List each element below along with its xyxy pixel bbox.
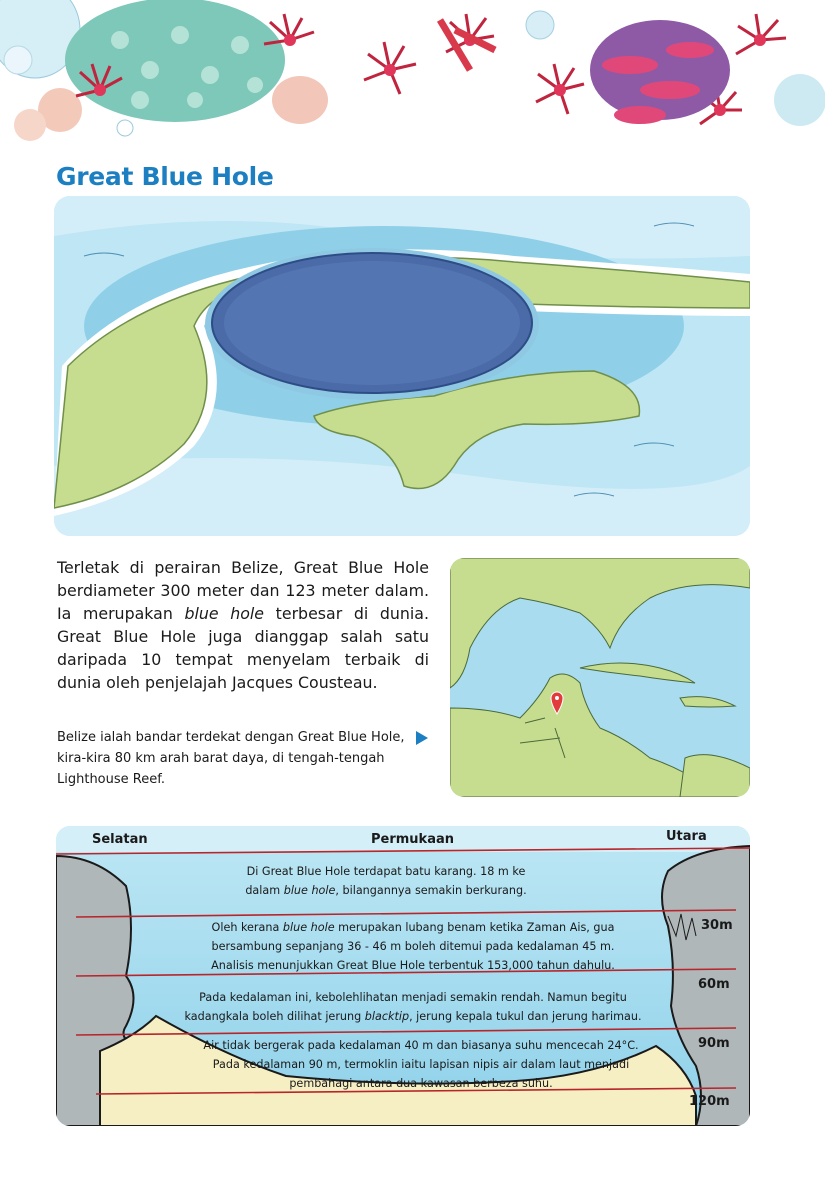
depth-note-2: Pada kedalaman ini, kebolehlihatan menjadi semakin rendah. Namun begitu kadangkala boleh dilihat jerung blacktip, jerung kepala tukul dan jerung harimau. [184, 991, 642, 1023]
location-map [450, 558, 750, 797]
north-label: Utara [666, 829, 707, 844]
depth-label-90m: 90m [698, 1036, 730, 1051]
depth-label-120m: 120m [689, 1094, 730, 1109]
coral-banner-illustration [0, 0, 825, 160]
map-caption: Belize ialah bandar terdekat dengan Great Blue Hole, kira-kira 80 km arah barat daya, di tengah-tengah Lighthouse Reef. [57, 730, 405, 787]
intro-paragraph: Terletak di perairan Belize, Great Blue Hole berdiameter 300 meter dan 123 meter dalam. Ia merupakan blue hole terbesar di dunia. Great Blue Hole juga dianggap salah satu daripada 10 tempat menyelam terbaik di dunia oleh penjelajah Jacques Cousteau. [57, 558, 430, 692]
depth-label-30m: 30m [701, 918, 733, 933]
great-blue-hole-aerial-illustration [54, 196, 750, 536]
depth-note-0: Di Great Blue Hole terdapat batu karang. 18 m ke dalam blue hole, bilangannya semakin berkurang. [245, 865, 527, 897]
cross-section-diagram [56, 826, 750, 1126]
caption-arrow-icon [416, 731, 428, 745]
depth-label-60m: 60m [698, 977, 730, 992]
page-title: Great Blue Hole [56, 162, 274, 191]
south-label: Selatan [92, 832, 148, 847]
surface-label: Permukaan [371, 832, 455, 847]
depth-note-3: Air tidak bergerak pada kedalaman 40 m dan biasanya suhu mencecah 24°C. Pada kedalaman 90 m, termoklin iaitu lapisan nipis air dalam laut menjadi pembahagi antara dua kawasan berbeza suhu. [203, 1039, 639, 1090]
depth-note-1: Oleh kerana blue hole merupakan lubang benam ketika Zaman Ais, gua bersambung sepanjang 36 - 46 m boleh ditemui pada kedalaman 45 m. Analisis menunjukkan Great Blue Hole terbentuk 153,000 tahun dahulu. [211, 921, 615, 972]
